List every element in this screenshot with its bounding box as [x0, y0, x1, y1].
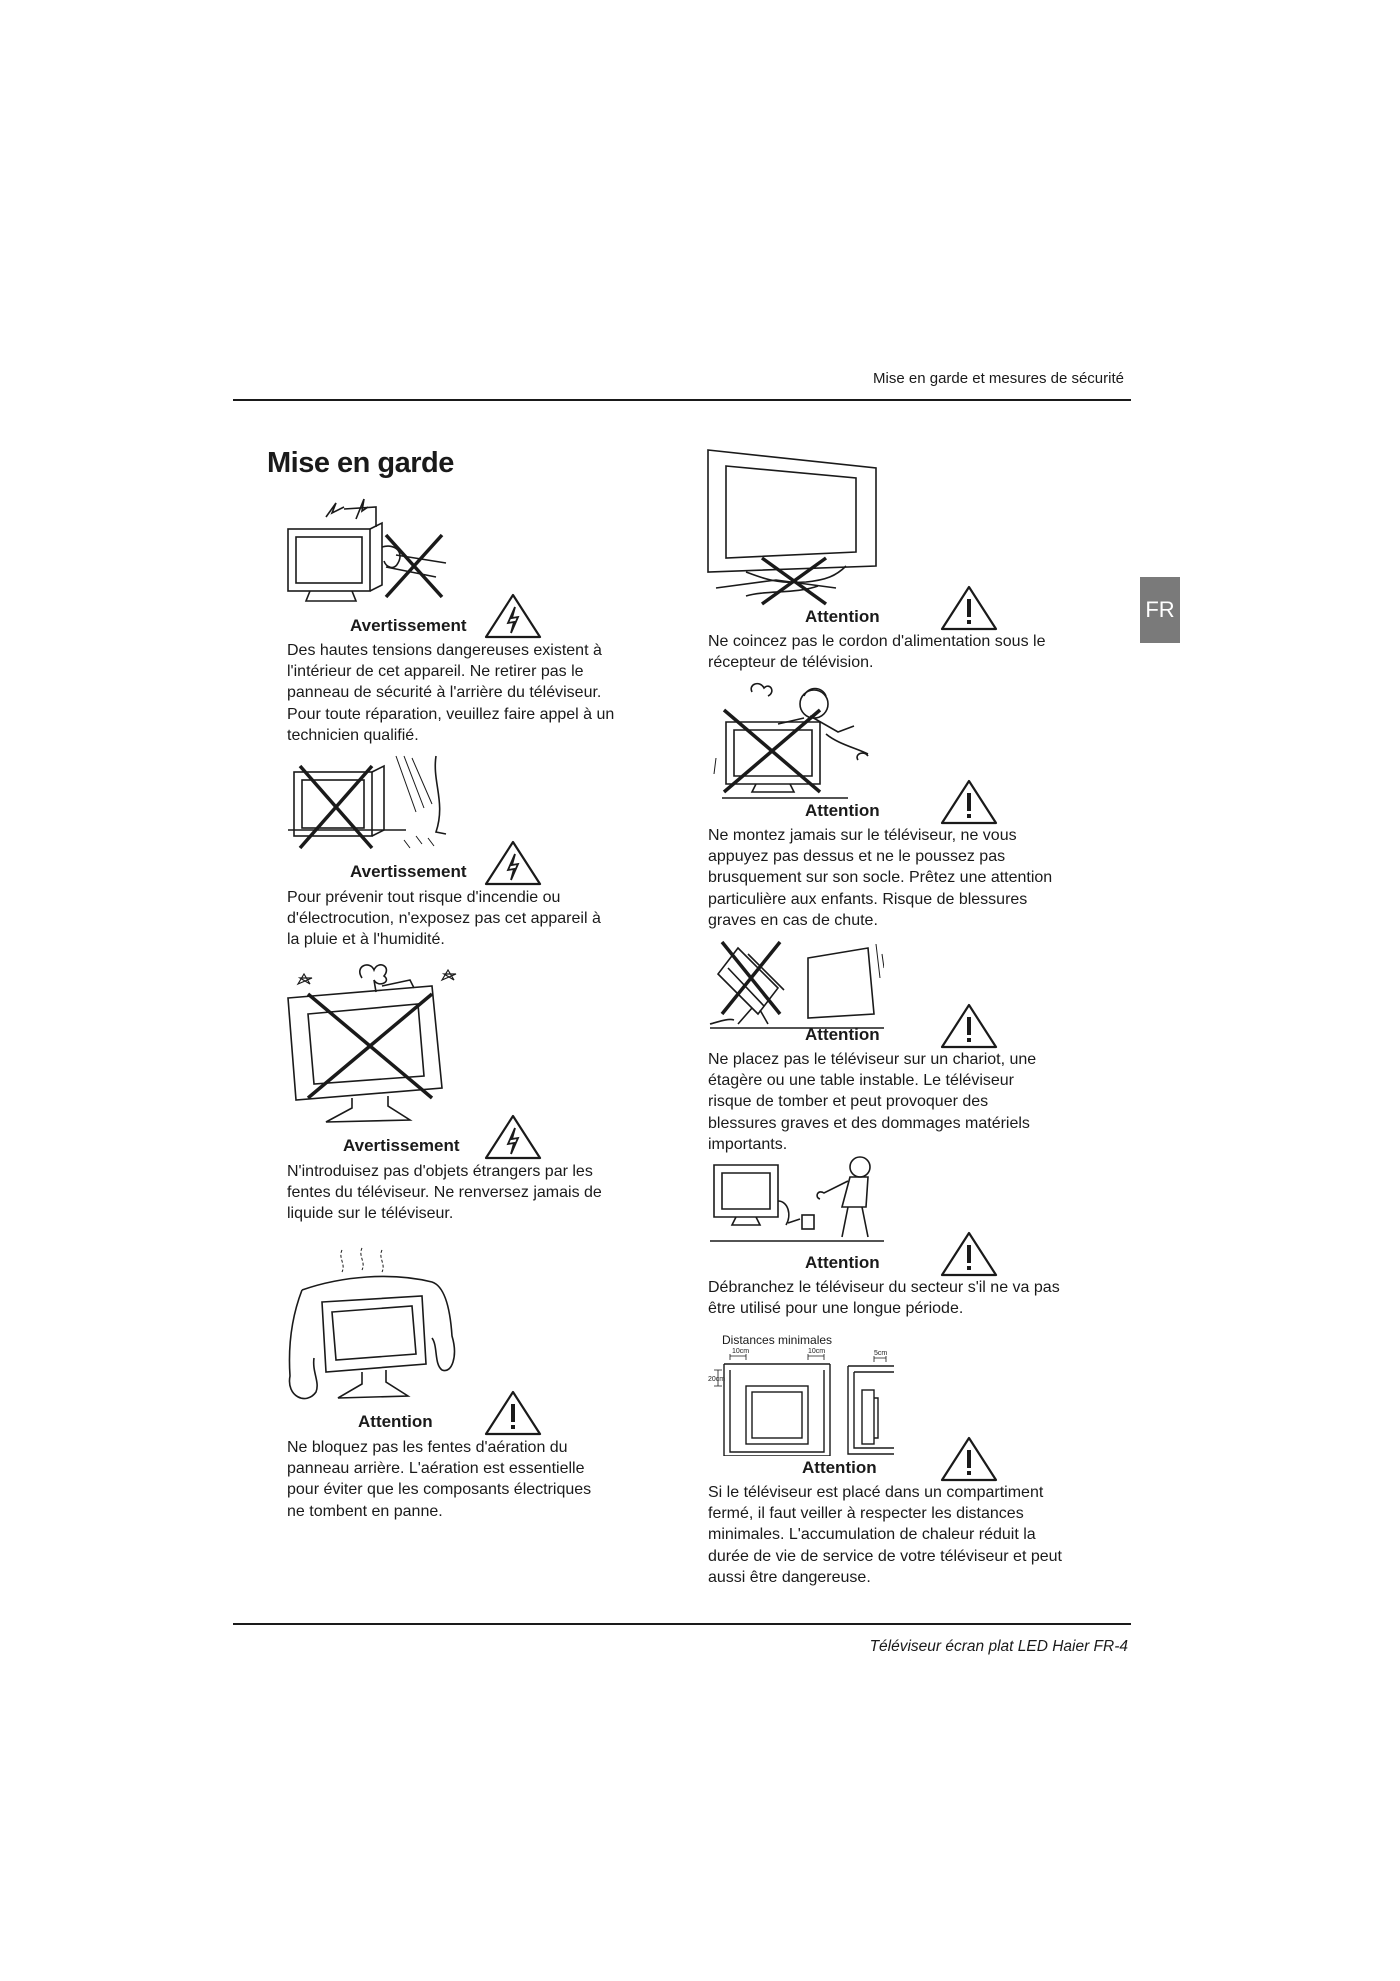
- distances-figure-title: Distances minimales: [722, 1333, 833, 1347]
- caution-heading-r4: Attention: [805, 1253, 880, 1272]
- distance-label-side: 5cm: [874, 1350, 888, 1357]
- electric-hazard-icon: [484, 840, 542, 891]
- caution-text-l4: Ne bloquez pas les fentes d'aération du panneau arrière. L'aération est essentielle pour éviter que les composants électriques ne tombent en panne.: [287, 1439, 592, 1520]
- caution-icon: [940, 779, 998, 830]
- distance-label-top-right: 10cm: [808, 1348, 826, 1355]
- caution-heading-r1: Attention: [805, 607, 880, 626]
- warning-heading-3: Avertissement: [343, 1136, 460, 1155]
- caution-icon: [940, 1436, 998, 1487]
- warning-heading-1: Avertissement: [350, 616, 467, 635]
- caution-text-r4: Débranchez le téléviseur du secteur s'il ne va pas être utilisé pour une longue période.: [708, 1279, 1060, 1318]
- caution-heading-l4: Attention: [358, 1412, 433, 1431]
- illustration-unplug-tv: [708, 1145, 884, 1245]
- warning-text-1: Des hautes tensions dangereuses existent à l'intérieur de cet appareil. Ne retirer pas le panneau de sécurité à l'arrière du téléviseur. Pour toute réparation, veuillez faire appel à un technicien qualifié.: [287, 642, 615, 744]
- footer-text: Téléviseur écran plat LED Haier FR-4: [869, 1638, 1128, 1655]
- warning-text-2: Pour prévenir tout risque d'incendie ou d'électrocution, n'exposez pas cet appareil à la pluie et à l'humidité.: [287, 889, 601, 949]
- illustration-cord-under-tv: [706, 448, 882, 608]
- caution-text-r2: Ne montez jamais sur le téléviseur, ne vous appuyez pas dessus et ne le poussez pas brusquement sur son socle. Prêtez une attention particulière aux enfants. Risque de blessures graves en cas de chute.: [708, 827, 1053, 929]
- caution-heading-r2: Attention: [805, 801, 880, 820]
- illustration-objects-on-tv: [282, 958, 462, 1128]
- footer-rule: [233, 1623, 1131, 1625]
- illustration-tv-covered: [282, 1246, 462, 1416]
- caution-text-r3: Ne placez pas le téléviseur sur un chariot, une étagère ou une table instable. Le téléviseur risque de tomber et peut provoquer des blessures graves et des dommages matériels importants.: [708, 1051, 1037, 1153]
- caution-icon: [940, 585, 998, 636]
- language-tab: FR: [1140, 577, 1180, 643]
- warning-heading-2: Avertissement: [350, 862, 467, 881]
- header-section-title: Mise en garde et mesures de sécurité: [873, 370, 1124, 387]
- caution-heading-r5: Attention: [802, 1458, 877, 1477]
- distance-label-vertical: 20cm: [708, 1376, 726, 1383]
- header-rule: [233, 399, 1131, 401]
- electric-hazard-icon: [484, 1114, 542, 1165]
- distance-label-top-left: 10cm: [732, 1348, 750, 1355]
- illustration-opened-back-panel: [286, 497, 456, 609]
- electric-hazard-icon: [484, 593, 542, 644]
- illustration-unstable-stand: [708, 938, 884, 1030]
- caution-text-r5: Si le téléviseur est placé dans un compartiment fermé, il faut veiller à respecter les distances minimales. L'accumulation de chaleur réduit la durée de vie de service de votre téléviseur et peut aussi être dangereuse.: [708, 1484, 1062, 1586]
- illustration-minimum-distances: [708, 1348, 894, 1456]
- warning-text-3: N'introduisez pas d'objets étrangers par les fentes du téléviseur. Ne renversez jamais de liquide sur le téléviseur.: [287, 1163, 602, 1223]
- caution-text-r1: Ne coincez pas le cordon d'alimentation sous le récepteur de télévision.: [708, 633, 1046, 672]
- illustration-child-climbing-tv: [708, 674, 884, 802]
- caution-heading-r3: Attention: [805, 1025, 880, 1044]
- caution-icon: [484, 1390, 542, 1441]
- page-title: Mise en garde: [267, 447, 454, 479]
- illustration-tv-rain: [286, 752, 456, 852]
- caution-icon: [940, 1231, 998, 1282]
- caution-icon: [940, 1003, 998, 1054]
